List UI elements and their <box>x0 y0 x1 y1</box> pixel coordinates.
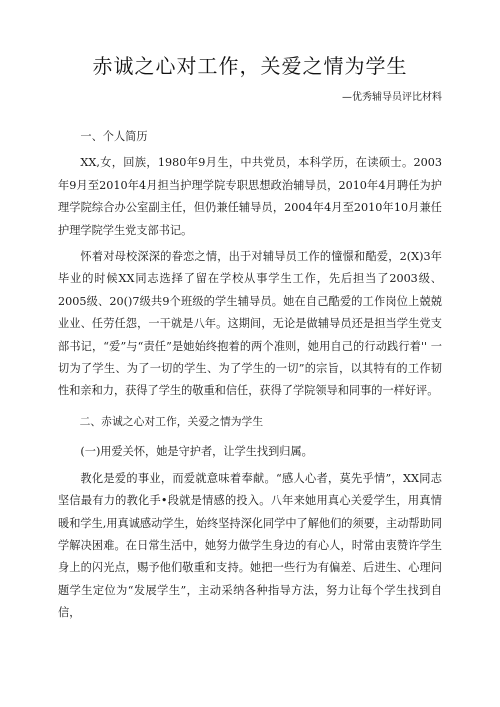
page-title: 赤诚之心对工作，关爱之情为学生 <box>92 54 408 78</box>
paragraph: 教化是爱的事业，而爱就意味着奉献。“感人心者，莫先乎情”，XX同志坚信最有力的教化手•段就是情感的投入。八年来她用真心关爱学生，用真情暖和学生,用真诚感动学生，始终坚持深化同学中了解他们的须要，主动帮助同学解决困难。在日常生活中，她努力做学生身边的有心人，时常由衷赞许学生身上的闪光点，赐予他们敬重和支持。她把一些行为有偏差、后进生、心理问题学生定位为“发展学生”，主动采纳各种指导方法，努力让每个学生找到自信， <box>58 471 442 620</box>
paragraph: 怀着对母校深深的眷恋之情，出于对辅导员工作的憧憬和酷爱，2(X)3年毕业的时候XX同志选择了留在学校从事学生工作，先后担当了2003级、2005级、20()7级共9个班级的学生辅导员。她在自己酷爱的工作岗位上兢兢业业、任劳任怨，一干就是八年。这期间，无论是做辅导员还是担当学生党支部书记，“爱”与“责任”是她始终抱着的两个准则，她用自己的行动践行着'' 一切为了学生、为了一切的学生、为了学生的一切”的宗旨，以其特有的工作韧性和亲和力，获得了学生的敬重和信任，获得了学院领导和同事的一样好评。 <box>58 250 442 398</box>
document-body <box>58 118 442 629</box>
section-heading-resume: 一、个人简历 <box>80 130 148 143</box>
subsection-heading-care: (一)用爱关怀，她是守护者，让学生找到归属。 <box>80 445 313 459</box>
page-subtitle: —优秀辅导员评比材料 <box>342 92 442 103</box>
section-heading-work: 二、赤诚之心对工作，关爱之情为学生 <box>79 414 264 428</box>
paragraph: XX,女，回族，1980年9月生，中共党员，本科学历，在读硕士。2003年9月至2010年4月担当护理学院专职思想政治辅导员，2010年4月聘任为护理学院综合办公室副主任，但仍兼任辅导员，2004年4月至2010年10月兼任护理学院学生党支部书记。 <box>58 156 442 237</box>
